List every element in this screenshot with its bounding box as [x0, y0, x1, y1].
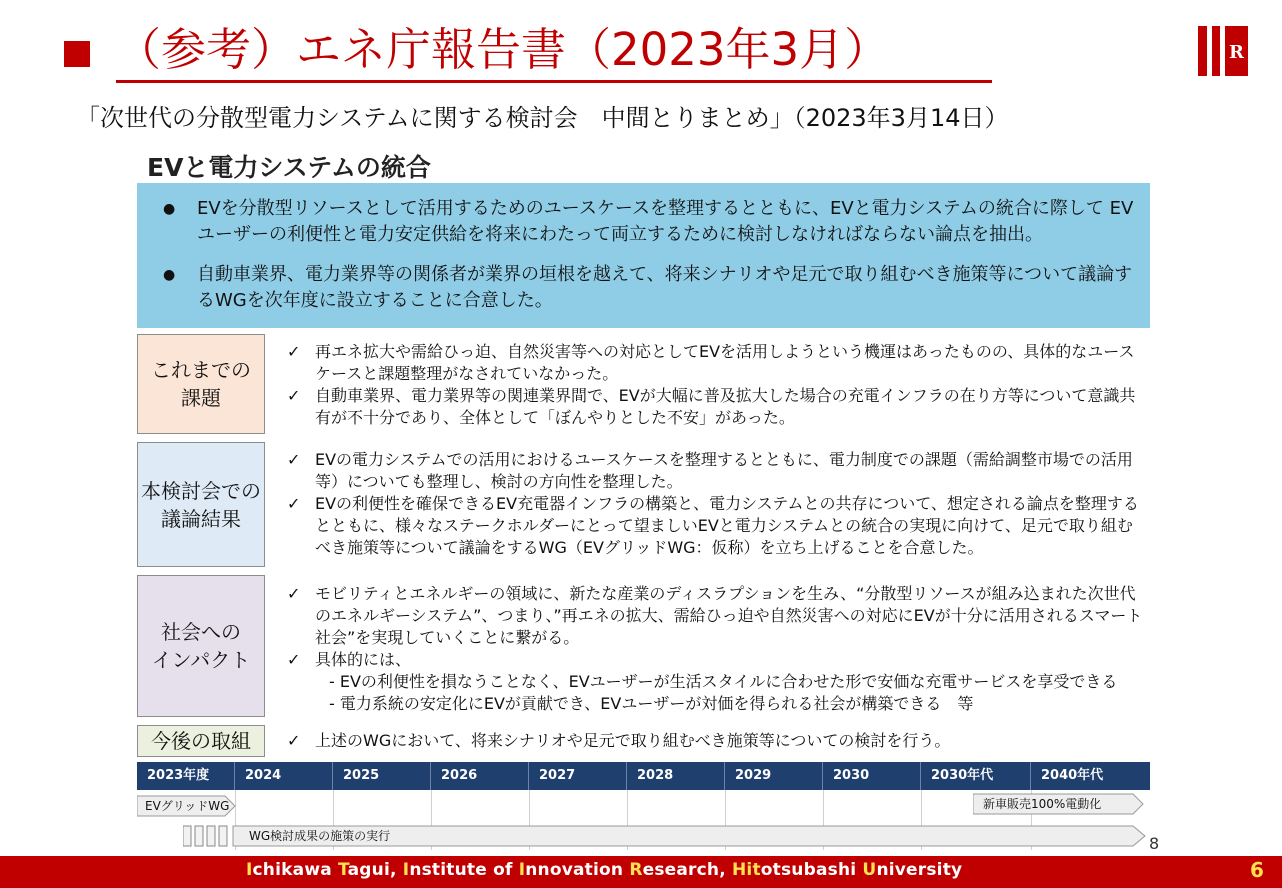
list-item: ✓ EVの利便性を確保できるEV充電器インフラの構築と、電力システムとの共存について、想定される論点を整理するとともに、様々なステークホルダーにとって望ましいEVと電力システムとの統合の実現に向けて、足元で取り組むべき施策等について議論をするWG（EVグリッドWG：仮称）を立ち上げることを合意した。	[287, 494, 1139, 557]
ev-grid-wg-arrow: EVグリッドWG	[137, 795, 237, 821]
list-item: ✓ EVの電力システムでの活用におけるユースケースを整理するとともに、電力制度での課題（需給調整市場での活用等）についても整理し、検討の方向性を整理した。	[287, 450, 1133, 491]
footer-text-part: Hit	[732, 860, 761, 880]
check-icon: ✓	[287, 386, 301, 405]
check-icon: ✓	[287, 450, 301, 469]
section-label-results: 本検討会での 議論結果	[137, 442, 265, 567]
timeline-year: 2027	[529, 762, 627, 790]
footer-text-part: T	[338, 860, 348, 880]
timeline-year: 2029	[725, 762, 823, 790]
timeline-year: 2028	[627, 762, 725, 790]
footer-text-part: nnovation	[525, 860, 630, 880]
report-subtitle: 「次世代の分散型電力システムに関する検討会 中間とりまとめ」（2023年3月14日）	[76, 104, 1009, 132]
page-title: （参考）エネ庁報告書（2023年3月）	[116, 22, 992, 83]
slide-page-mark: 8	[1149, 834, 1160, 853]
list-item: ✓ 上述のWGにおいて、将来シナリオや足元で取り組むべき施策等についての検討を行う。	[287, 731, 951, 750]
sub-item: - EVの利便性を損なうことなく、EVユーザーが生活スタイルに合わせた形で安価な充電サービスを享受できる	[329, 672, 1118, 691]
timeline-year: 2025	[333, 762, 431, 790]
list-item: ✓ 具体的には、	[287, 650, 412, 669]
footer-bar	[0, 856, 1282, 888]
svg-text:R: R	[1229, 42, 1244, 63]
section-items-results	[287, 449, 1147, 559]
section-items-next-steps	[287, 730, 1147, 752]
timeline-year: 2024	[235, 762, 333, 790]
list-item: ✓ 自動車業界、電力業界等の関連業界間で、EVが大幅に普及拡大した場合の充電インフラの在り方等について意識共有が不十分であり、全体として「ぼんやりとした不安」があった。	[287, 386, 1136, 427]
footer-text-part: nstitute of	[409, 860, 519, 880]
check-icon: ✓	[287, 584, 301, 603]
iir-logo-icon	[1198, 26, 1248, 76]
timeline-year: 2030年代	[921, 762, 1031, 790]
timeline-year: 2023年度	[137, 762, 235, 790]
list-item: ✓ モビリティとエネルギーの領域に、新たな産業のディスラプションを生み、“分散型リソースが組み込まれた次世代のエネルギーシステム”、つまり、”再エネの拡大、需給ひっ迫や自然災害への対応にEVが十分に活用されるスマート社会”を実現していくことに繋がる。	[287, 584, 1143, 647]
sub-item: - 電力系統の安定化にEVが貢献でき、EVユーザーが対価を得られる社会が構築できる 等	[329, 694, 974, 713]
section-items-issues	[287, 341, 1147, 429]
slide-title: EVと電力システムの統合	[147, 153, 431, 182]
footer-text-part: chikawa	[252, 860, 339, 880]
footer-credit	[246, 860, 962, 880]
timeline-year: 2026	[431, 762, 529, 790]
full-electrification-arrow: 新車販売100%電動化	[973, 793, 1145, 819]
summary-point: ● EVを分散型リソースとして活用するためのユースケースを整理するとともに、EVと電力システムの統合に際して EVユーザーの利便性と電力安定供給を将来にわたって両立するために検討しなければならない論点を抽出。	[197, 196, 1137, 248]
timeline-year: 2040年代	[1041, 768, 1104, 783]
summary-point: ● 自動車業界、電力業界等の関係者が業界の垣根を越えて、将来シナリオや足元で取り組むべき施策等について議論するWGを次年度に設立することに合意した。	[197, 262, 1137, 314]
footer-text-part: I	[518, 860, 526, 880]
footer-text-part: I	[246, 860, 253, 880]
timeline-year: 2030	[823, 762, 921, 790]
check-icon: ✓	[287, 731, 301, 750]
footer-text-part: esearch,	[642, 860, 732, 880]
list-item: ✓ 再エネ拡大や需給ひっ迫、自然災害等への対応としてEVを活用しようという機運はあったものの、具体的なユースケースと課題整理がなされていなかった。	[287, 342, 1135, 383]
wg-outcome-arrow: WG検討成果の施策の実行	[183, 824, 1149, 852]
footer-text-part: agui,	[347, 860, 403, 880]
summary-box	[137, 183, 1150, 328]
page-number: 6	[1250, 858, 1264, 882]
check-icon: ✓	[287, 494, 301, 513]
section-label-issues: これまでの 課題	[137, 334, 265, 434]
check-icon: ✓	[287, 650, 301, 669]
footer-text-part: R	[629, 860, 643, 880]
footer-text-part: I	[402, 860, 410, 880]
section-label-next-steps: 今後の取組	[137, 725, 265, 757]
section-label-impact: 社会への インパクト	[137, 575, 265, 717]
embedded-slide	[127, 140, 1158, 856]
title-bullet-icon	[64, 41, 90, 67]
section-items-impact	[287, 583, 1147, 715]
footer-text-part: U	[862, 860, 877, 880]
footer-text-part: niversity	[876, 860, 963, 880]
check-icon: ✓	[287, 342, 301, 361]
footer-text-part: otsubashi	[760, 860, 863, 880]
timeline-header	[137, 762, 1150, 790]
